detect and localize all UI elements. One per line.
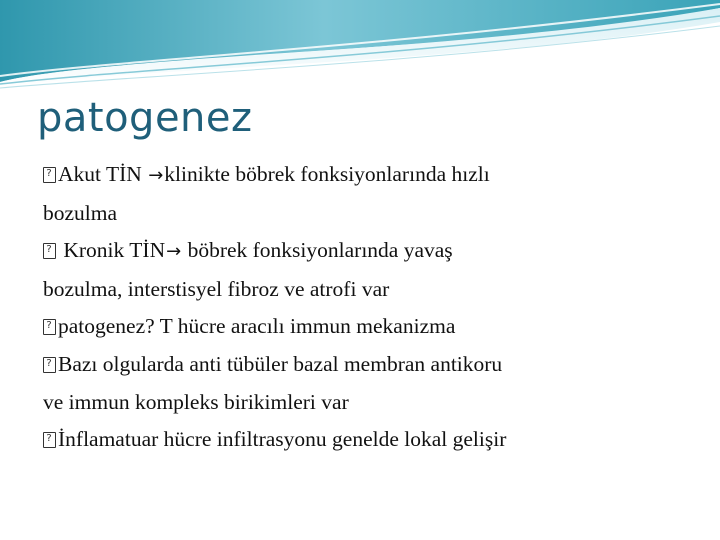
unknown-glyph-icon (43, 243, 56, 259)
paragraph-text: Kronik TİN (58, 238, 166, 263)
slide-title: patogenez (37, 95, 253, 141)
unknown-glyph-icon (43, 319, 56, 335)
paragraph-continuation: bozulma (43, 200, 118, 225)
paragraph-akut-tin (43, 156, 683, 232)
unknown-glyph-icon (43, 432, 56, 448)
paragraph-text: İnflamatuar hücre infiltrasyonu genelde lokal gelişir (58, 427, 507, 452)
unknown-glyph-icon (43, 167, 56, 183)
paragraph-inflamatuar (43, 421, 683, 459)
paragraph-text: böbrek fonksiyonlarında yavaş (182, 238, 453, 263)
unknown-glyph-icon (43, 357, 56, 373)
arrow-right-icon: → (166, 241, 182, 263)
slide-body (43, 156, 683, 459)
paragraph-continuation: ve immun kompleks birikimleri var (43, 389, 349, 414)
paragraph-continuation: bozulma, interstisyel fibroz ve atrofi var (43, 276, 390, 301)
paragraph-text: Akut TİN (58, 162, 148, 186)
paragraph-text: Bazı olgularda anti tübüler bazal membran antikoru (58, 351, 503, 376)
paragraph-kronik-tin (43, 232, 683, 308)
arrow-right-icon: → (148, 165, 164, 186)
paragraph-text: klinikte böbrek fonksiyonlarında hızlı (164, 162, 490, 186)
paragraph-text: patogenez? T hücre aracılı immun mekanizma (58, 314, 456, 339)
paragraph-antikor (43, 346, 683, 421)
header-wave-decoration (0, 0, 720, 90)
paragraph-patogenez (43, 308, 683, 346)
